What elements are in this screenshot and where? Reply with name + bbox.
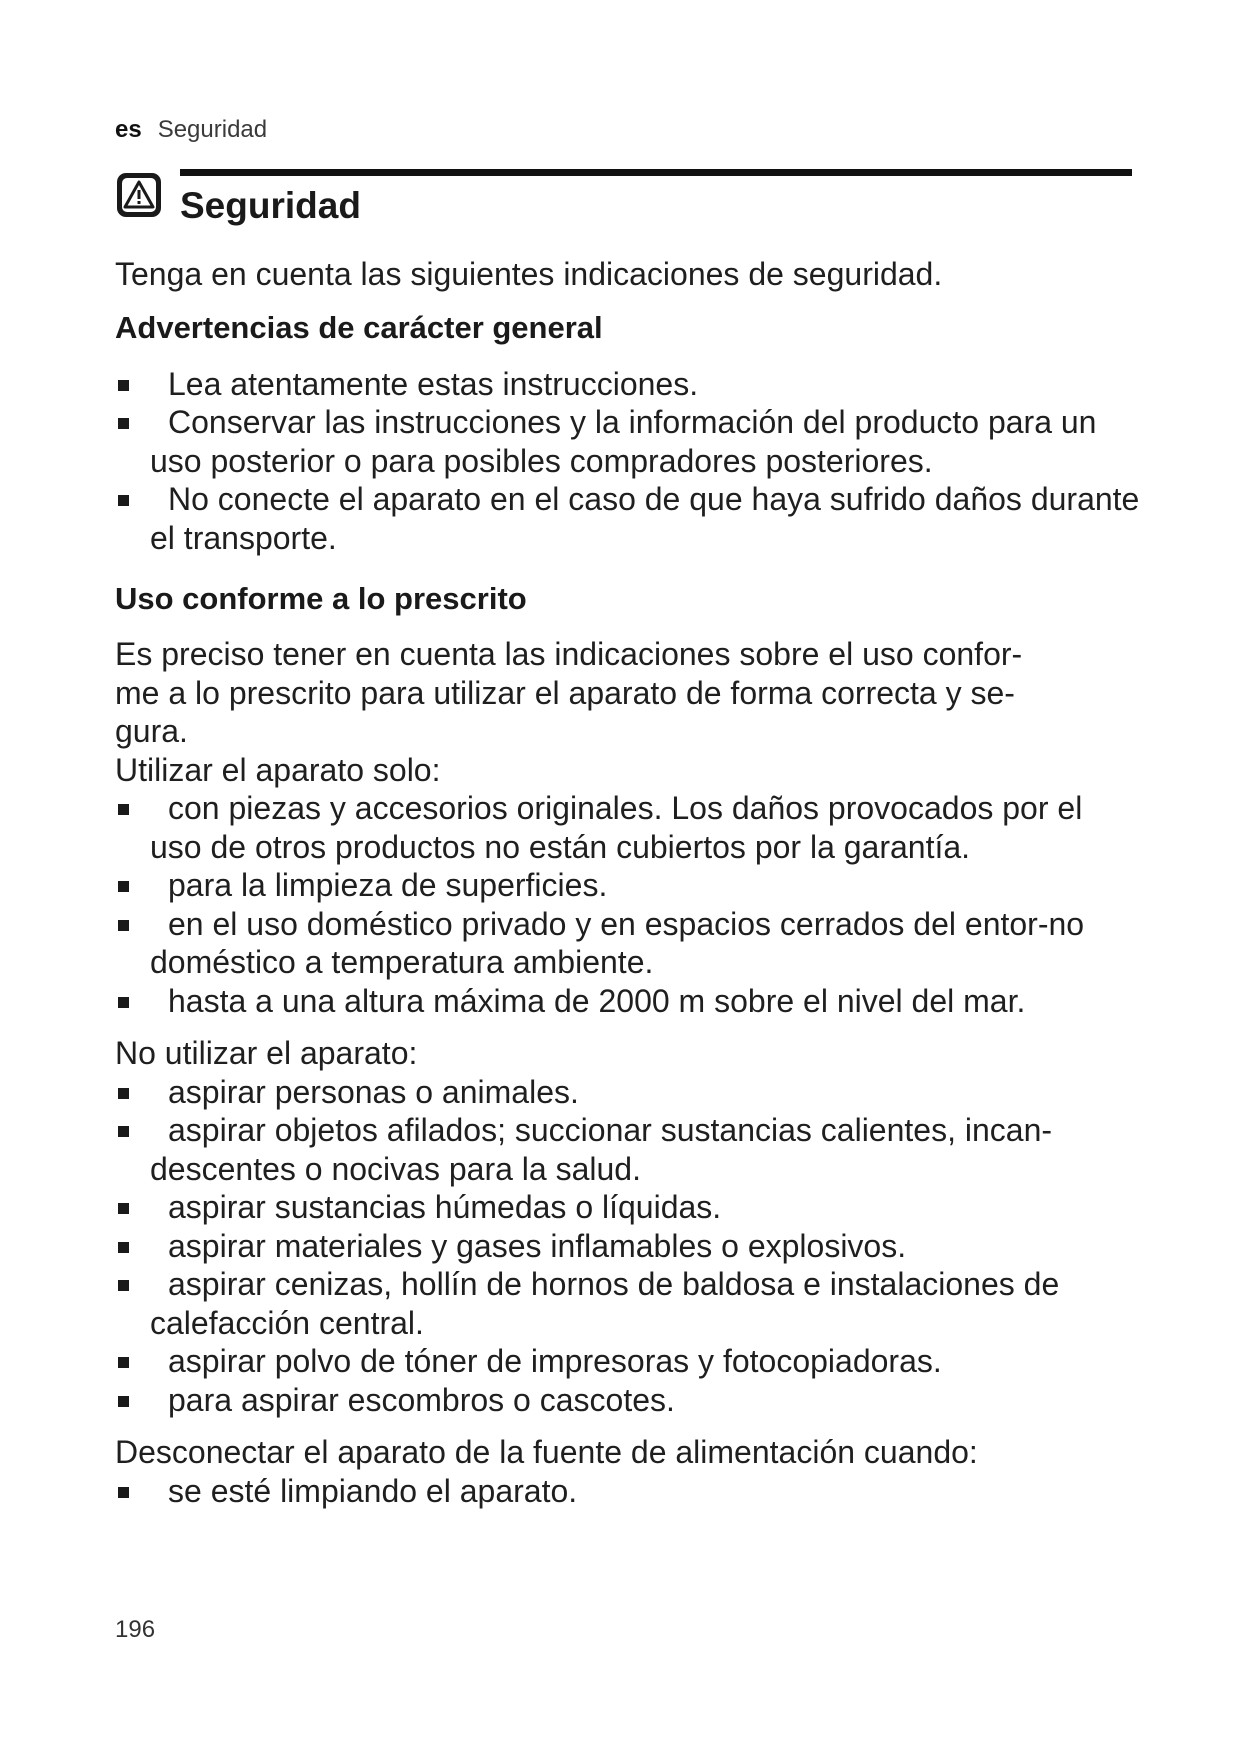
- list-item: para aspirar escombros o cascotes.: [115, 1381, 1140, 1420]
- general-list: [115, 365, 1140, 558]
- intro-text: Tenga en cuenta las siguientes indicaciones de seguridad.: [115, 256, 943, 292]
- list-item: para la limpieza de superficies.: [115, 866, 1140, 905]
- header-section: Seguridad: [157, 116, 268, 143]
- main-content: [115, 255, 1140, 1510]
- uso-heading: Uso conforme a lo prescrito: [115, 581, 527, 616]
- list-item: No conecte el aparato en el caso de que haya sufrido daños durante el transporte.: [115, 480, 1140, 557]
- list-item: aspirar sustancias húmedas o líquidas.: [115, 1188, 1140, 1227]
- list-item: Conservar las instrucciones y la información del producto para un uso posterior o para posibles compradores posteriores.: [115, 403, 1140, 480]
- list-item: en el uso doméstico privado y en espacios cerrados del entor-no doméstico a temperatura ambiente.: [115, 905, 1140, 982]
- disconnect-intro: Desconectar el aparato de la fuente de alimentación cuando:: [115, 1434, 978, 1470]
- list-item: aspirar materiales y gases inflamables o explosivos.: [115, 1227, 1140, 1266]
- list-item: aspirar polvo de tóner de impresoras y fotocopiadoras.: [115, 1342, 1140, 1381]
- language-code: es: [115, 116, 142, 143]
- no-list: [115, 1073, 1140, 1420]
- solo-intro: Utilizar el aparato solo:: [115, 751, 441, 788]
- list-item: con piezas y accesorios originales. Los daños provocados por el uso de otros productos no están cubiertos por la garantía.: [115, 789, 1140, 866]
- uso-paragraph-line: me a lo prescrito para utilizar el aparato de forma correcta y se-: [115, 674, 1015, 711]
- uso-paragraph-line: Es preciso tener en cuenta las indicaciones sobre el uso confor-: [115, 636, 1023, 672]
- list-item: Lea atentamente estas instrucciones.: [115, 365, 1140, 404]
- list-item: se esté limpiando el aparato.: [115, 1472, 1140, 1511]
- running-header: [115, 116, 267, 144]
- disconnect-list: [115, 1472, 1140, 1511]
- warning-icon: [115, 171, 163, 219]
- title-rule: [180, 169, 1132, 176]
- solo-list: [115, 789, 1140, 1020]
- list-item: hasta a una altura máxima de 2000 m sobre el nivel del mar.: [115, 982, 1140, 1021]
- no-intro: No utilizar el aparato:: [115, 1035, 418, 1071]
- list-item: aspirar personas o animales.: [115, 1073, 1140, 1112]
- general-heading: Advertencias de carácter general: [115, 309, 603, 345]
- list-item: aspirar cenizas, hollín de hornos de baldosa e instalaciones de calefacción central.: [115, 1265, 1140, 1342]
- list-item: aspirar objetos afilados; succionar sustancias calientes, incan-descentes o nocivas para la salud.: [115, 1111, 1140, 1188]
- uso-paragraph-line: gura.: [115, 713, 188, 749]
- page-number: 196: [115, 1616, 156, 1643]
- page-title: Seguridad: [180, 185, 361, 226]
